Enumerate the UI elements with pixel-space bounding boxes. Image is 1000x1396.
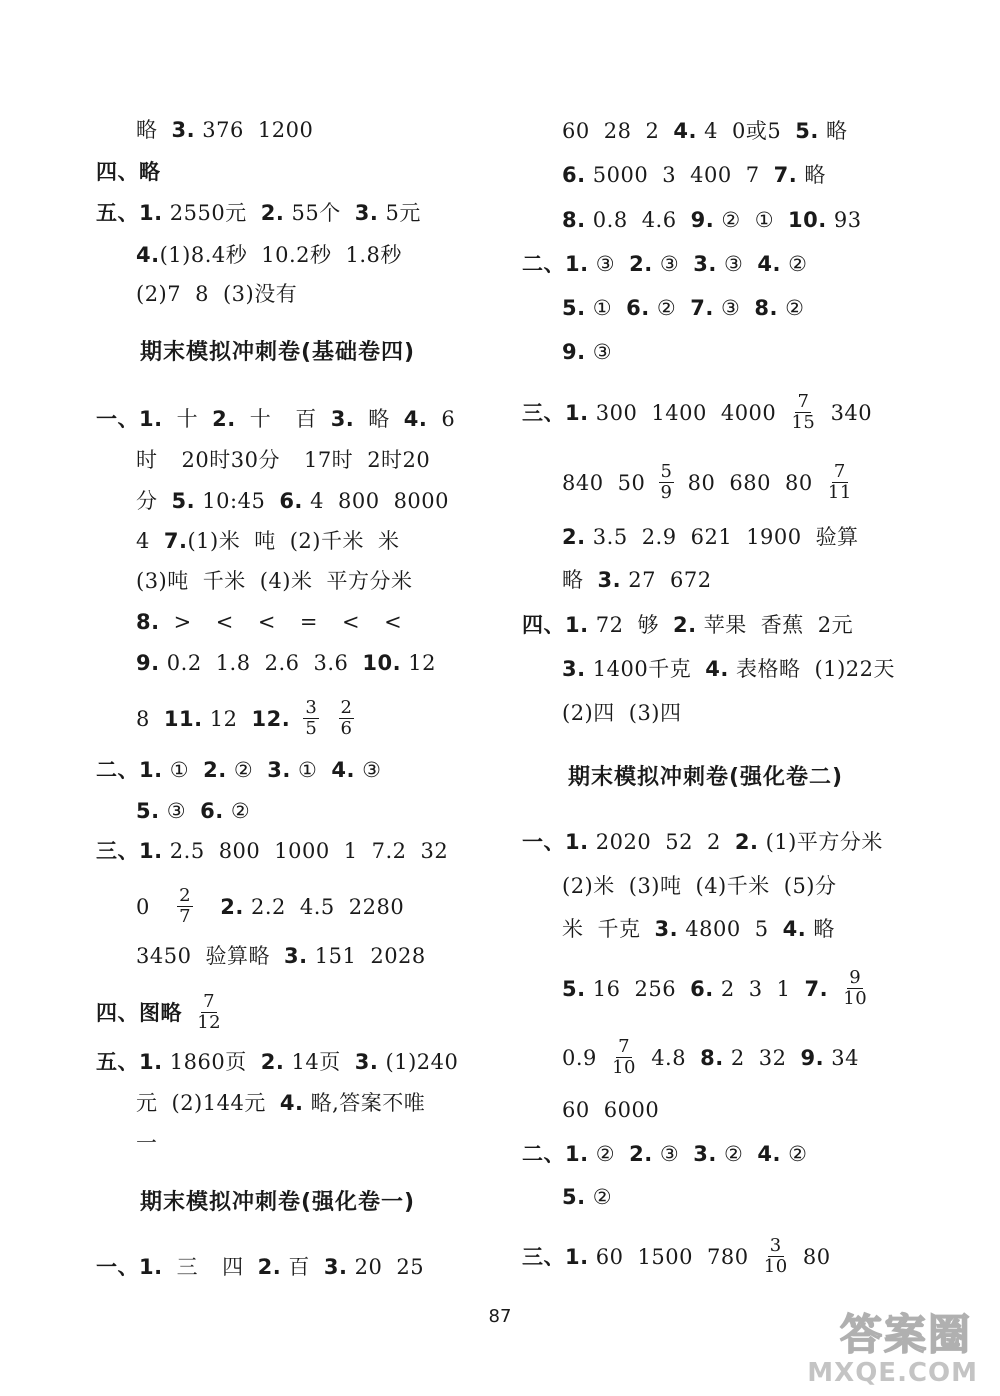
fraction: $\frac{2}{7}$ bbox=[179, 885, 192, 927]
answer-line: 5. ① 6. ② 7. ③ 8. ② bbox=[562, 296, 805, 320]
answer-line: 二、1. ① 2. ② 3. ① 4. ③ bbox=[96, 758, 382, 782]
fraction: $\frac{7}{15}$ bbox=[791, 391, 816, 433]
answer-line: 一、1. 三 四 2. 百 3. 20 25 bbox=[96, 1255, 425, 1279]
answer-line: 一、1. 2020 52 2 2. (1)平方分米 bbox=[522, 830, 883, 854]
section-heading: 期末模拟冲刺卷(强化卷二) bbox=[568, 765, 844, 790]
answer-line: 60 6000 bbox=[562, 1098, 660, 1122]
fraction: $\frac{9}{10}$ bbox=[843, 967, 868, 1009]
answer-line: 5. 16 256 6. 2 3 1 7. $\frac{9}{10}$ bbox=[562, 967, 868, 1009]
answer-line: 略 3. 27 672 bbox=[562, 568, 712, 592]
fraction: $\frac{5}{9}$ bbox=[660, 461, 673, 503]
answer-line: 四、1. 72 够 2. 苹果 香蕉 2元 bbox=[522, 613, 854, 637]
answer-line: 2. 3.5 2.9 621 1900 验算 bbox=[562, 525, 859, 549]
answer-line: 0.9 $\frac{7}{10}$ 4.8 8. 2 32 9. 34 bbox=[562, 1036, 859, 1078]
answer-line: (2)7 8 (3)没有 bbox=[136, 282, 298, 306]
answer-line: 元 (2)144元 4. 略,答案不唯 bbox=[136, 1091, 426, 1115]
answer-line: 8. 0.8 4.6 9. ② ① 10. 93 bbox=[562, 208, 862, 232]
answer-line: 四、略 bbox=[96, 160, 161, 184]
fraction: $\frac{7}{11}$ bbox=[827, 461, 852, 503]
watermark-url: MXQE.COM bbox=[807, 1358, 978, 1388]
fraction: $\frac{7}{10}$ bbox=[612, 1036, 636, 1078]
answer-line: 60 28 2 4. 4 0或5 5. 略 bbox=[562, 119, 848, 143]
answer-line: (2)米 (3)吨 (4)千米 (5)分 bbox=[562, 874, 837, 898]
answer-line: 3450 验算略 3. 151 2028 bbox=[136, 944, 426, 968]
answer-line: 二、1. ② 2. ③ 3. ② 4. ② bbox=[522, 1142, 808, 1166]
section-heading: 期末模拟冲刺卷(强化卷一) bbox=[140, 1190, 416, 1215]
answer-line: 0 $\frac{2}{7}$ 2. 2.2 4.5 2280 bbox=[136, 885, 405, 927]
answer-line: 840 50 $\frac{5}{9}$ 80 680 80 $\frac{7}{11}$ bbox=[562, 461, 852, 503]
answer-line: (2)四 (3)四 bbox=[562, 701, 682, 725]
answer-line: 4.(1)8.4秒 10.2秒 1.8秒 bbox=[136, 243, 402, 267]
answer-line: 略 3. 376 1200 bbox=[136, 118, 314, 142]
answer-line: 五、1. 2550元 2. 55个 3. 5元 bbox=[96, 201, 421, 225]
answer-line: 5. ② bbox=[562, 1185, 613, 1209]
answer-line: 三、1. 2.5 800 1000 1 7.2 32 bbox=[96, 839, 449, 863]
answer-line: 9. ③ bbox=[562, 340, 613, 364]
answer-line: (3)吨 千米 (4)米 平方分米 bbox=[136, 569, 413, 593]
answer-line: 8 11. 12 12. $\frac{3}{5}$ $\frac{2}{6}$ bbox=[136, 697, 353, 739]
answer-line: 分 5. 10:45 6. 4 800 8000 bbox=[136, 489, 450, 513]
answer-line: 时 20时30分 17时 2时20 bbox=[136, 448, 431, 472]
answer-line: 4 7.(1)米 吨 (2)千米 米 bbox=[136, 529, 400, 553]
answer-line: 三、1. 300 1400 4000 $\frac{7}{15}$ 340 bbox=[522, 391, 873, 433]
watermark-logo bbox=[807, 1300, 982, 1390]
page-number: 87 bbox=[488, 1306, 512, 1327]
watermark-text: 答案圈 bbox=[839, 1310, 972, 1359]
answer-line: 9. 0.2 1.8 2.6 3.6 10. 12 bbox=[136, 651, 437, 675]
answer-line: 一、1. 十 2. 十 百 3. 略 4. 6 bbox=[96, 407, 456, 431]
answer-line: 8. > < < = < < bbox=[136, 610, 403, 634]
answer-line: 3. 1400千克 4. 表格略 (1)22天 bbox=[562, 657, 895, 681]
answer-line: 四、图略 $\frac{7}{12}$ bbox=[96, 991, 222, 1033]
section-heading: 期末模拟冲刺卷(基础卷四) bbox=[140, 340, 416, 365]
fraction: $\frac{3}{5}$ bbox=[305, 697, 318, 739]
answer-line: 6. 5000 3 400 7 7. 略 bbox=[562, 163, 826, 187]
fraction: $\frac{3}{10}$ bbox=[763, 1235, 788, 1277]
answer-line: 三、1. 60 1500 780 $\frac{3}{10}$ 80 bbox=[522, 1235, 831, 1277]
fraction: $\frac{7}{12}$ bbox=[197, 991, 222, 1033]
answer-line: 二、1. ③ 2. ③ 3. ③ 4. ② bbox=[522, 252, 808, 276]
fraction: $\frac{2}{6}$ bbox=[340, 697, 353, 739]
answer-line: 米 千克 3. 4800 5 4. 略 bbox=[562, 917, 835, 941]
answer-line: 五、1. 1860页 2. 14页 3. (1)240 bbox=[96, 1050, 459, 1074]
answer-line: 一 bbox=[136, 1131, 158, 1155]
answer-line: 5. ③ 6. ② bbox=[136, 799, 251, 823]
